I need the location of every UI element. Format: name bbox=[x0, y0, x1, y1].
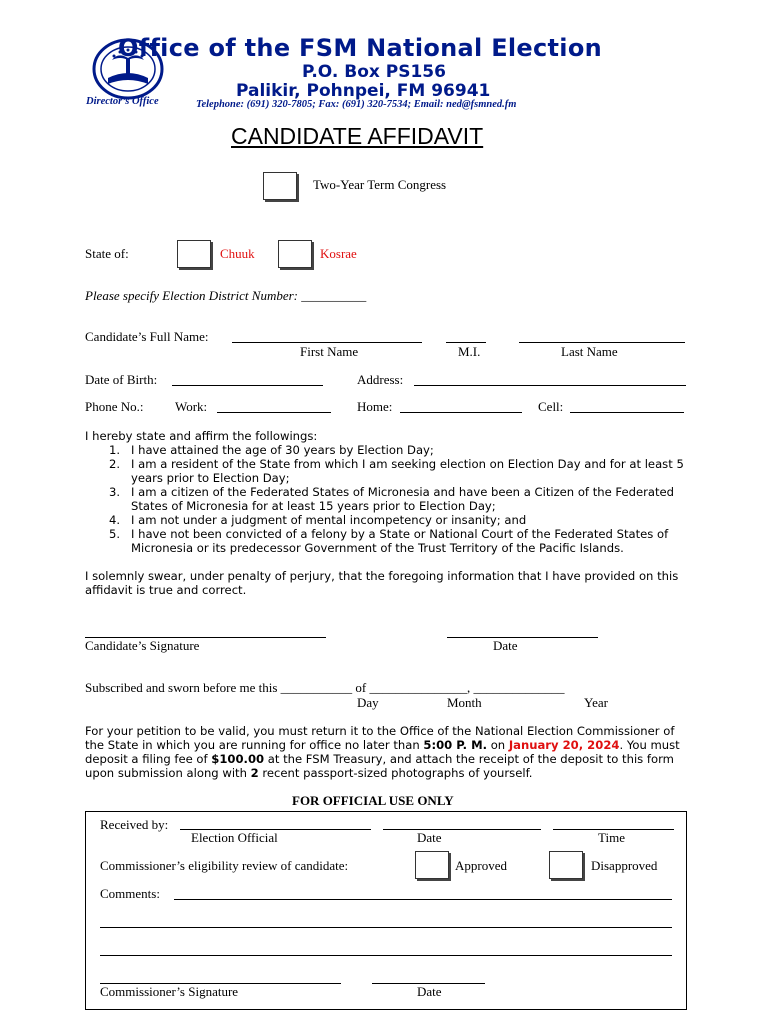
dob-label: Date of Birth: bbox=[85, 372, 158, 387]
received-time-caption: Time bbox=[598, 830, 625, 845]
chuuk-label: Chuuk bbox=[220, 246, 255, 261]
sworn-month-caption: Month bbox=[447, 695, 482, 710]
list-item: 5. I have not been convicted of a felony by a State or National Court of the Federated States of Micronesia or its predecessor Government of the Trust Territory of the Pacific Islands. bbox=[109, 527, 669, 555]
candidate-date-line[interactable] bbox=[447, 637, 598, 638]
home-label: Home: bbox=[357, 399, 393, 414]
two-year-term-checkbox[interactable] bbox=[263, 172, 297, 200]
full-name-label: Candidate’s Full Name: bbox=[85, 329, 209, 344]
state-label: State of: bbox=[85, 246, 129, 261]
commissioner-date-caption: Date bbox=[417, 984, 442, 999]
comments-line-1[interactable] bbox=[174, 899, 672, 900]
official-use-box bbox=[85, 811, 687, 1010]
address-label: Address: bbox=[357, 372, 404, 387]
list-item: 3. I am a citizen of the Federated States of Micronesia and have been a Citizen of the Federated States of Micronesia for at least 15 years prior to Election Day; bbox=[109, 485, 674, 513]
work-label: Work: bbox=[175, 399, 208, 414]
affirmation-intro: I hereby state and affirm the followings: bbox=[85, 429, 318, 443]
first-name-line[interactable] bbox=[232, 342, 422, 343]
commissioner-signature-caption: Commissioner’s Signature bbox=[100, 984, 239, 999]
instructions-paragraph: For your petition to be valid, you must return it to the Office of the National Election Commissioner of the State in which you are running for office no later than 5:00 P. M. on January 20, 2024. You must deposit a filing fee of $100.00 at the FSM Treasury, and attach the receipt of the deposit to this form upon submission along with 2 recent passport-sized photographs of yourself. bbox=[85, 724, 680, 780]
cell-label: Cell: bbox=[538, 399, 564, 414]
directors-office-label: Director’s Office bbox=[86, 96, 159, 107]
list-item: 1. I have attained the age of 30 years by Election Day; bbox=[109, 443, 434, 457]
dob-line[interactable] bbox=[172, 385, 323, 386]
received-date-caption: Date bbox=[417, 830, 442, 845]
chuuk-checkbox[interactable] bbox=[177, 240, 211, 268]
candidate-date-caption: Date bbox=[493, 638, 518, 653]
approved-checkbox[interactable] bbox=[415, 851, 449, 879]
received-by-label: Received by: bbox=[100, 817, 169, 832]
two-year-term-label: Two-Year Term Congress bbox=[313, 177, 447, 192]
oath-paragraph: I solemnly swear, under penalty of perjury, that the foregoing information that I have provided on this affidavit is true and correct. bbox=[85, 569, 679, 597]
election-official-caption: Election Official bbox=[191, 830, 278, 845]
mi-caption: M.I. bbox=[458, 344, 481, 359]
approved-label: Approved bbox=[455, 858, 507, 873]
cell-phone-line[interactable] bbox=[570, 412, 684, 413]
review-label: Commissioner’s eligibility review of candidate: bbox=[100, 858, 349, 873]
phone-label: Phone No.: bbox=[85, 399, 144, 414]
list-item: 4. I am not under a judgment of mental incompetency or insanity; and bbox=[109, 513, 527, 527]
comments-line-3[interactable] bbox=[100, 955, 672, 956]
header-address2: Palikir, Pohnpei, FM 96941 bbox=[236, 81, 491, 101]
work-phone-line[interactable] bbox=[217, 412, 331, 413]
sworn-statement[interactable]: Subscribed and sworn before me this ___________ of _______________, ______________ bbox=[85, 680, 565, 695]
comments-line-2[interactable] bbox=[100, 927, 672, 928]
disapproved-label: Disapproved bbox=[591, 858, 658, 873]
official-use-heading: FOR OFFICIAL USE ONLY bbox=[292, 793, 454, 808]
address-line[interactable] bbox=[414, 385, 686, 386]
list-item: 2. I am a resident of the State from which I am seeking election on Election Day and for at least 5 years prior to Election Day; bbox=[109, 457, 684, 485]
first-name-caption: First Name bbox=[300, 344, 359, 359]
header-title: Office of the FSM National Election bbox=[118, 34, 602, 62]
kosrae-checkbox[interactable] bbox=[278, 240, 312, 268]
header-address1: P.O. Box PS156 bbox=[302, 62, 446, 82]
sworn-day-caption: Day bbox=[357, 695, 379, 710]
disapproved-checkbox[interactable] bbox=[549, 851, 583, 879]
page-title: CANDIDATE AFFIDAVIT bbox=[231, 123, 484, 149]
received-date-line[interactable] bbox=[383, 829, 541, 830]
comments-label: Comments: bbox=[100, 886, 160, 901]
home-phone-line[interactable] bbox=[400, 412, 522, 413]
candidate-signature-caption: Candidate’s Signature bbox=[85, 638, 200, 653]
header-contact: Telephone: (691) 320-7805; Fax: (691) 320-7534; Email: ned@fsmned.fm bbox=[196, 99, 517, 110]
sworn-year-caption: Year bbox=[584, 695, 608, 710]
mi-line[interactable] bbox=[446, 342, 486, 343]
kosrae-label: Kosrae bbox=[320, 246, 357, 261]
affirmation-list bbox=[85, 443, 690, 555]
last-name-caption: Last Name bbox=[561, 344, 618, 359]
last-name-line[interactable] bbox=[519, 342, 685, 343]
district-number-field[interactable]: Please specify Election District Number: __________ bbox=[85, 288, 367, 303]
